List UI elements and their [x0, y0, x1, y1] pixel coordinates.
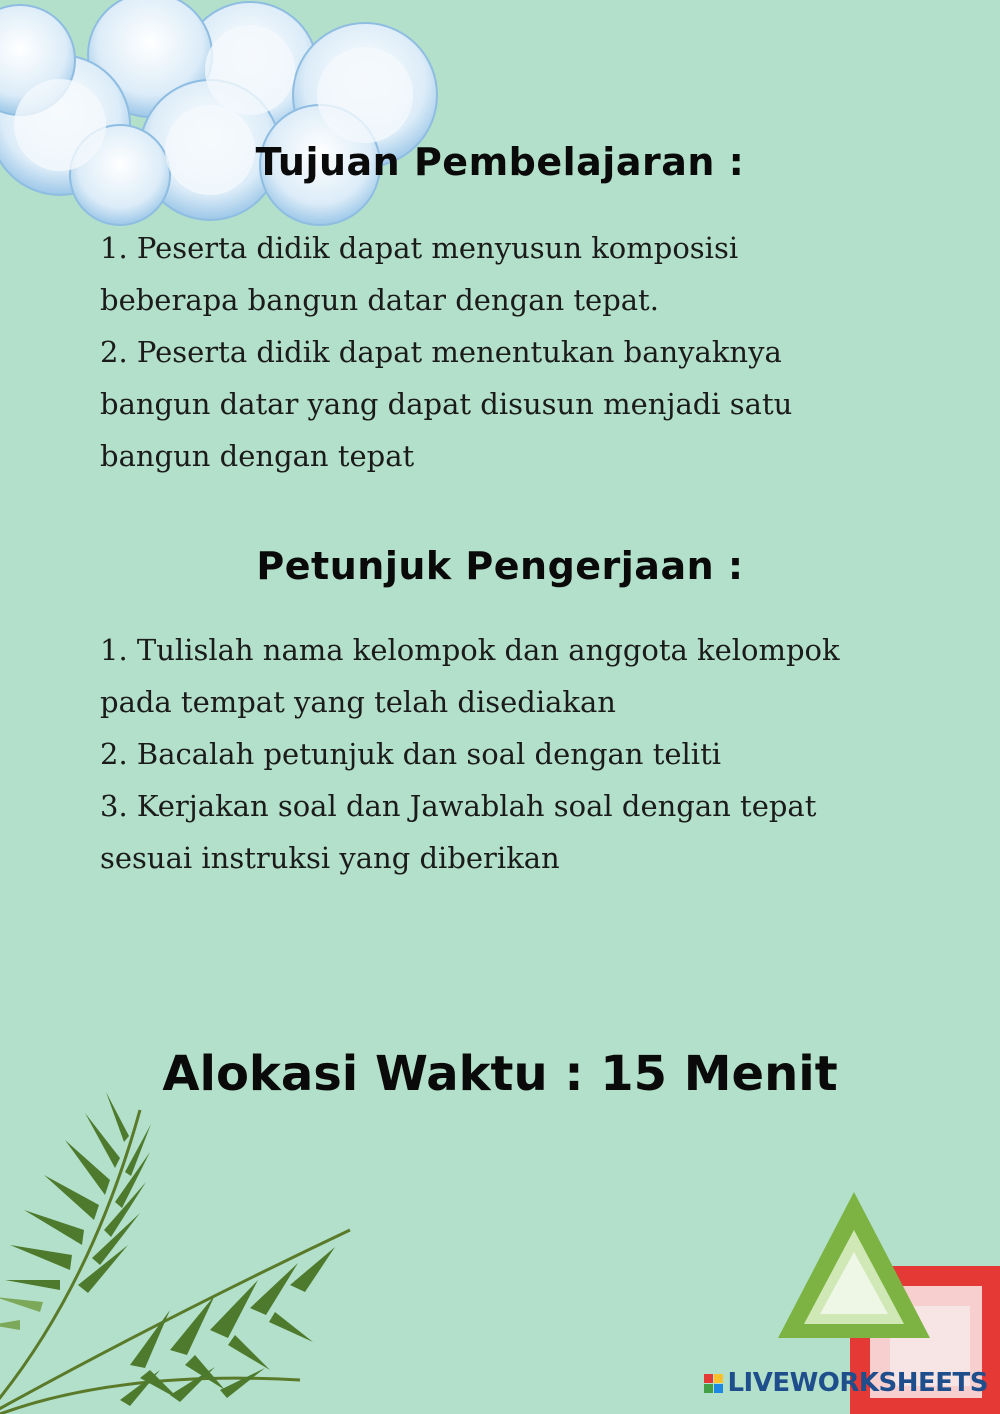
tujuan-line: beberapa bangun datar dengan tepat.: [100, 283, 659, 317]
palm-leaf-illustration: [0, 1080, 380, 1414]
tujuan-heading: Tujuan Pembelajaran :: [255, 140, 745, 184]
cloud-illustration: [0, 0, 460, 240]
liveworksheets-watermark: [704, 1368, 988, 1398]
petunjuk-line: sesuai instruksi yang diberikan: [100, 841, 560, 875]
triangle-shape: [776, 1190, 932, 1340]
tujuan-list: [100, 222, 960, 482]
petunjuk-heading: Petunjuk Pengerjaan :: [256, 544, 744, 588]
tujuan-line: bangun dengan tepat: [100, 439, 415, 473]
tujuan-line: 2. Peserta didik dapat menentukan banyaknya: [100, 335, 782, 369]
tujuan-line: bangun datar yang dapat disusun menjadi satu: [100, 387, 793, 421]
petunjuk-line: 2. Bacalah petunjuk dan soal dengan teliti: [100, 737, 721, 771]
liveworksheets-logo-icon: [704, 1374, 723, 1393]
petunjuk-line: 1. Tulislah nama kelompok dan anggota kelompok: [100, 633, 840, 667]
petunjuk-line: pada tempat yang telah disediakan: [100, 685, 616, 719]
tujuan-line: 1. Peserta didik dapat menyusun komposisi: [100, 231, 739, 265]
watermark-text: LIVEWORKSHEETS: [727, 1368, 988, 1398]
alokasi-heading: Alokasi Waktu : 15 Menit: [162, 1046, 838, 1102]
petunjuk-list: [100, 624, 960, 884]
petunjuk-line: 3. Kerjakan soal dan Jawablah soal dengan tepat: [100, 789, 817, 823]
